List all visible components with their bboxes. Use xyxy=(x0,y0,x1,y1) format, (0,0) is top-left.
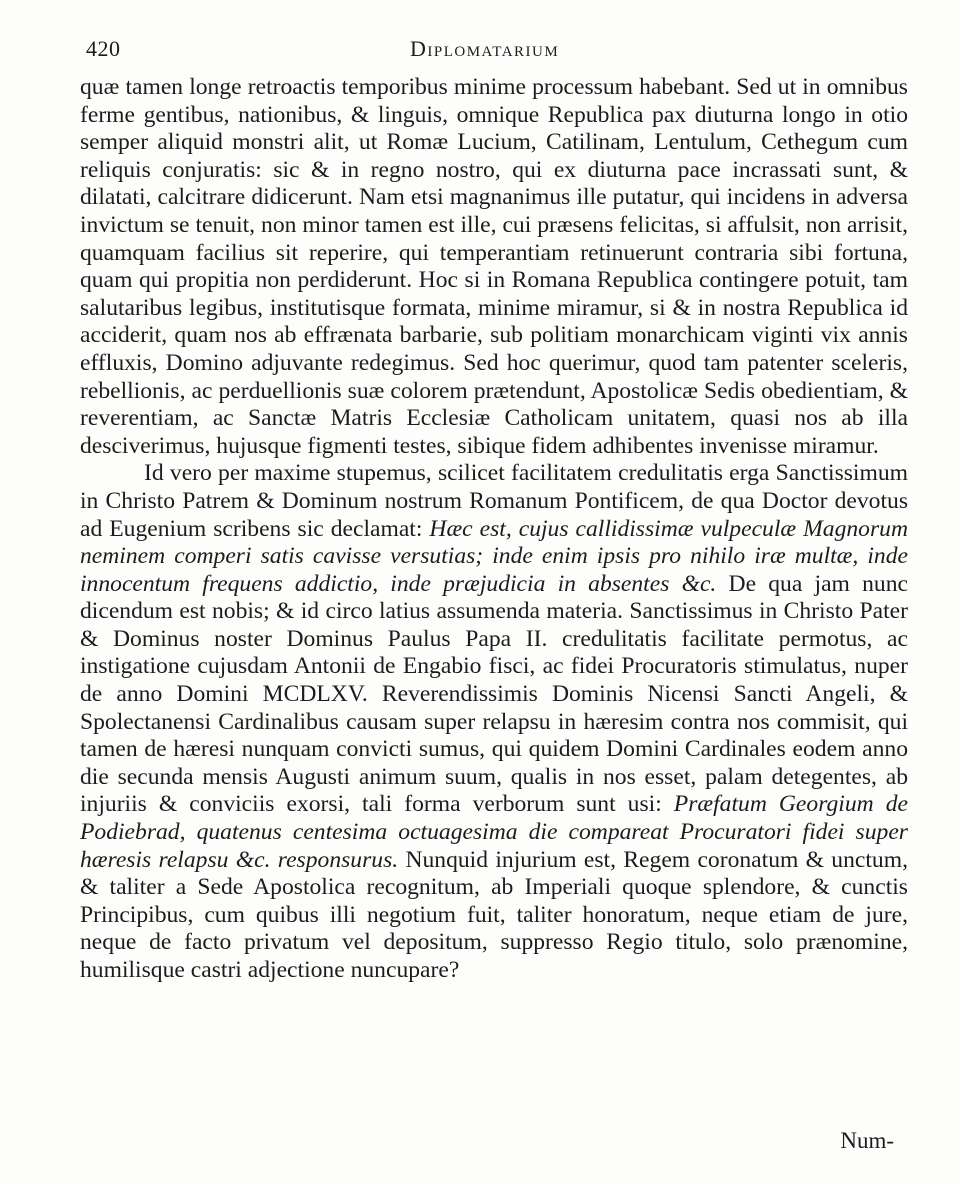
paragraph-2-text-c: Nunquid injurium est, Regem coronatum & unctum, & taliter a Sede Apostolica recognitum, ab Imperiali quoque splendore, & cunctis Principibus, cum quibus illi negotium fuit, taliter honoratum, neque etiam de jure, neque de facto privatum vel depositum, suppresso Regio titulo, solo prænomine, humilisque castri adjectione nuncupare? xyxy=(80,846,908,983)
paragraph-2-text-a: Id vero per maxime stupemus, scilicet facilitatem credulitatis erga Sanctissimum in Christo Patrem & Dominum nostrum Romanum Pontificem, de qua Doctor devotus ad Eugenium scribens sic declamat: xyxy=(80,460,908,542)
running-head xyxy=(80,30,910,66)
paragraph-1 xyxy=(80,74,908,460)
paragraph-2-text-b: De qua jam nunc dicendum est nobis; & id circo latius assumenda materia. Sanctissimus in Christo Pater & Dominus noster Dominus Paulus Papa II. credulitatis facilitate permotus, ac instigatione cujusdam Antonii de Engabio fisci, ac fidei Procuratoris stimulatus, nuper de anno Domini MCDLXV. Reverendissimis Dominis Nicensi Sancti Angeli, & Spolectanensi Cardinalibus causam super relapsu in hæresim contra nos commisit, qui tamen de hæresi nunquam convicti sumus, qui quidem Domini Cardinales eodem anno die secunda mensis Augusti animum suum, qualis in nos esset, palam detegentes, ab injuriis & conviciis exorsi, tali forma verborum sunt usi: xyxy=(80,570,908,818)
paragraph-2 xyxy=(80,460,908,984)
running-title: Diplomatarium xyxy=(410,36,560,61)
quotation-eugenium: Hæc est, cujus callidissimæ vulpeculæ Magnorum neminem comperi satis cavisse versutias; inde enim ipsis pro nihilo iræ multæ, inde innocentum frequens addictio, inde præjudicia in absentes &c. xyxy=(80,515,908,597)
paragraph-1-text: quæ tamen longe retroactis temporibus minime processum habebant. Sed ut in omnibus ferme gentibus, nationibus, & linguis, omnique Republica pax diuturna longo in otio semper aliquid monstri alit, ut Romæ Lucium, Catilinam, Lentulum, Cethegum cum reliquis conjuratis: sic & in regno nostro, qui ex diuturna pace incrassati sunt, & dilatati, calcitrare didicerunt. Nam etsi magnanimus ille putatur, qui incidens in adversa invictum se tenuit, non minor tamen est ille, cui præsens felicitas, si affulsit, non arrisit, quamquam facilius sit reperire, qui temperantiam retinuerunt contraria sibi fortuna, quam qui propitia non perdiderunt. Hoc si in Romana Republica contingere potuit, tam salutaribus legibus, institutisque formata, minime miramur, si & in nostra Republica id acciderit, quam nos ab effrænata barbarie, sub politiam monarchicam viginti vix annis effluxis, Domino adjuvante redegimus. Sed hoc querimur, quod tam patenter sceleris, rebellionis, ac perduellionis suæ colorem prætendunt, Apostolicæ Sedis obedientiam, & reverentiam, ac Sanctæ Matris Ecclesiæ Catholicam unitatem, quasi nos ab illa desciverimus, hujusque figmenti testes, sibique fidem adhibentes invenisse miramur. xyxy=(80,74,908,459)
body-text xyxy=(80,74,908,1154)
quotation-citation: Præfatum Georgium de Podiebrad, quatenus centesima octuagesima die compareat Procuratori fidei super hæresis relapsu &c. responsurus. xyxy=(80,791,908,873)
catchword: Num- xyxy=(840,1128,894,1153)
page-number: 420 xyxy=(86,36,121,61)
